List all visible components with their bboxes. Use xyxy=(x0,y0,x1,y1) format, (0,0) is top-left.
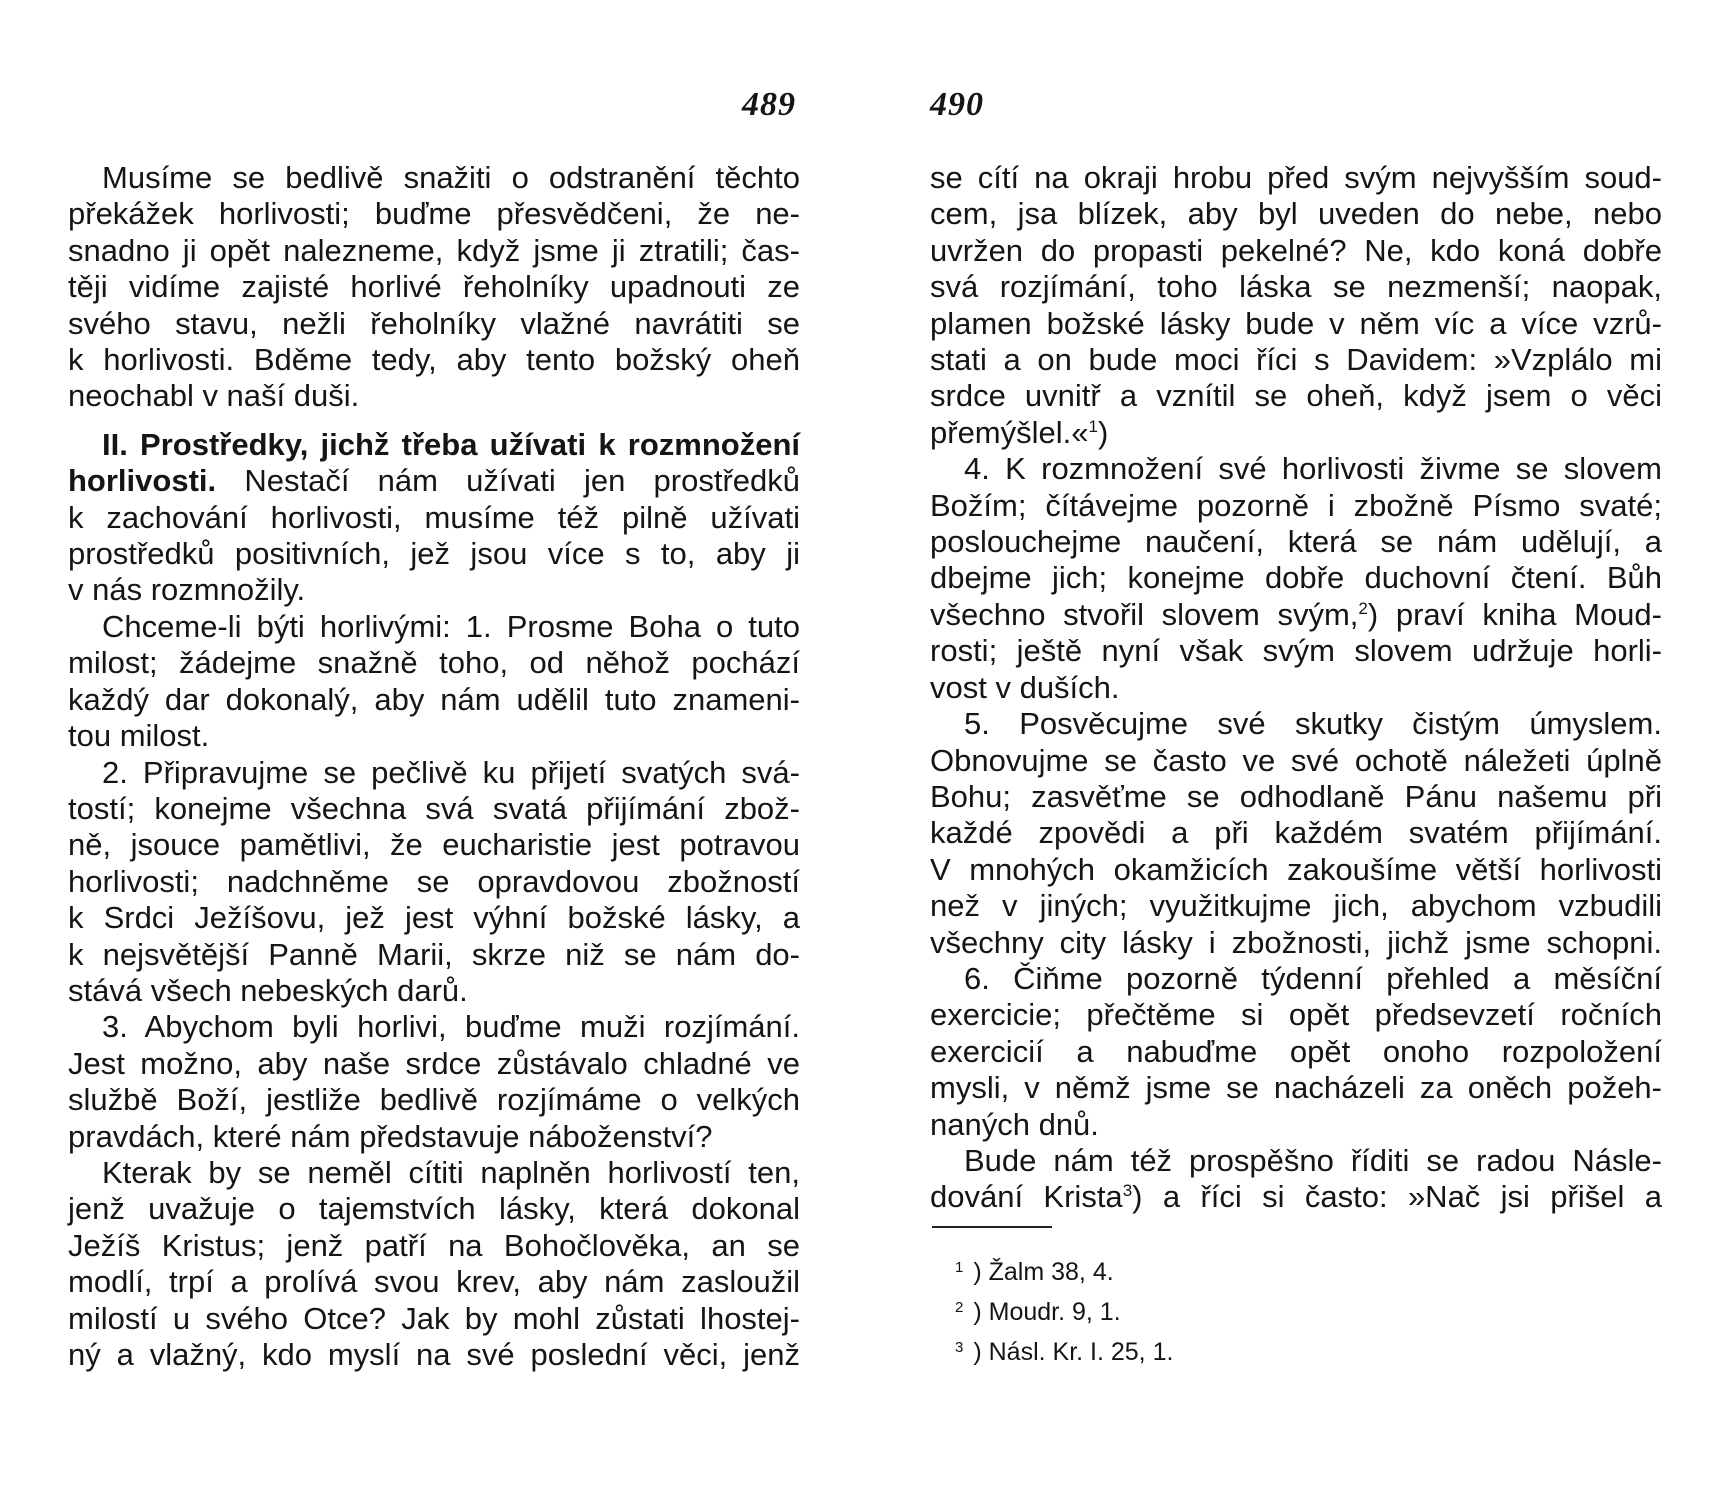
text-line: se cítí na okraji hrobu před svým nejvyšším soud- xyxy=(930,160,1662,195)
text-line: 2. Připravujme se pečlivě ku přijetí svatých svá- xyxy=(102,754,800,790)
text-line: srdce uvnitř a vznítil se oheň, když jsem o věci xyxy=(930,378,1662,414)
footnote-mark: 3 xyxy=(955,1339,964,1356)
paragraph xyxy=(930,451,1662,706)
text-line: k nejsvětější Panně Marii, skrze niž se nám do- xyxy=(68,936,800,972)
text-line: Kterak by se neměl cítiti naplněn horlivostí ten, xyxy=(102,1154,800,1190)
text-line: v nás rozmnožily. xyxy=(68,572,306,608)
text-line: Chceme-li býti horlivými: 1. Prosme Boha o tuto xyxy=(102,608,800,644)
text-line: těji vidíme zajisté horlivé řeholníky upadnouti ze xyxy=(68,269,800,305)
footnote-text: ) Moudr. 9, 1. xyxy=(973,1298,1121,1326)
text-line: tou milost. xyxy=(68,718,210,754)
text-line: Božím; čítávejme pozorně i zbožně Písmo svaté; xyxy=(930,487,1662,523)
section-heading-end: horlivosti. xyxy=(68,463,217,499)
section-paragraph xyxy=(68,427,800,609)
paragraph xyxy=(930,1143,1662,1216)
text-line: plamen božské lásky bude v něm víc a více vzrů- xyxy=(930,305,1662,341)
footnote-divider xyxy=(932,1226,1052,1228)
text-line: svého stavu, nežli řeholníky vlažné navrátiti se xyxy=(68,305,800,341)
text-run: ) a říci si často: »Nač jsi přišel a xyxy=(1132,1179,1662,1215)
paragraph xyxy=(930,961,1662,1143)
text-line: službě Boží, jestliže bedlivě rozjímáme o velkých xyxy=(68,1082,800,1118)
text-line xyxy=(930,415,1662,451)
paragraph xyxy=(68,1009,800,1155)
text-line: naných dnů. xyxy=(930,1106,1099,1142)
footnote-text: ) Žalm 38, 4. xyxy=(973,1258,1114,1286)
paragraph xyxy=(930,706,1662,961)
paragraph xyxy=(68,160,800,415)
right-page-text xyxy=(930,160,1662,1216)
text-line: 5. Posvěcujme své skutky čistým úmyslem. xyxy=(964,706,1662,742)
footnotes xyxy=(955,1250,1173,1370)
text-line: Ježíš Kristus; jenž patří na Bohočlověka, an se xyxy=(68,1227,800,1263)
paragraph xyxy=(68,755,800,1010)
text-line: Obnovujme se často ve své ochotě náležeti úplně xyxy=(930,742,1662,778)
text-run: dování Krista xyxy=(930,1179,1123,1215)
text-line: rosti; ještě nyní však svým slovem udržuje horli- xyxy=(930,633,1662,669)
text-line: 4. K rozmnožení své horlivosti živme se slovem xyxy=(964,451,1662,487)
page-number-right: 490 xyxy=(930,86,984,123)
text-line: než v jiných; využitkujme jich, abychom vzbudili xyxy=(930,888,1662,924)
text-line: jenž uvažuje o tajemstvích lásky, která dokonal xyxy=(68,1191,800,1227)
text-line: neochabl v naší duši. xyxy=(68,378,360,414)
text-line: Bude nám též prospěšno říditi se radou Násle- xyxy=(964,1142,1662,1178)
text-line: Musíme se bedlivě snažiti o odstranění těchto xyxy=(102,160,800,195)
footnote xyxy=(955,1250,1173,1290)
left-page-text xyxy=(68,160,800,1373)
text-line: poslouchejme naučení, která se nám udělují, a xyxy=(930,524,1662,560)
footnote-text: ) Násl. Kr. I. 25, 1. xyxy=(973,1338,1174,1366)
text-line: 3. Abychom byli horlivi, buďme muži rozjímání. xyxy=(102,1009,800,1045)
text-line: exercicií a nabuďme opět onoho rozpoložení xyxy=(930,1033,1662,1069)
footnote xyxy=(955,1290,1173,1330)
text-line: vost v duších. xyxy=(930,669,1120,705)
text-line xyxy=(930,597,1662,633)
text-line: snadno ji opět nalezneme, když jsme ji ztratili; čas- xyxy=(68,232,800,268)
footnote xyxy=(955,1330,1173,1370)
text-line: prostředků positivních, jež jsou více s to, aby ji xyxy=(68,536,800,572)
text-line: stává všech nebeských darů. xyxy=(68,972,468,1008)
footnote-reference: 2 xyxy=(1358,598,1368,618)
text-line: pravdách, které nám představuje náboženství? xyxy=(68,1118,713,1154)
text-line: exercicie; přečtěme si opět předsevzetí ročních xyxy=(930,997,1662,1033)
footnote-mark: 1 xyxy=(955,1259,964,1276)
text-line: V mnohých okamžicích zakoušíme větší horlivosti xyxy=(930,851,1662,887)
text-run: přemýšlel.« xyxy=(930,414,1089,450)
text-line: milostí u svého Otce? Jak by mohl zůstati lhostej- xyxy=(68,1300,800,1336)
footnote-reference: 3 xyxy=(1122,1181,1133,1201)
text-line: uvržen do propasti pekelné? Ne, kdo koná dobře xyxy=(930,232,1662,268)
text-run: Nestačí nám užívati jen prostředků xyxy=(216,463,800,499)
text-line: svá rozjímání, toho láska se nezmenší; naopak, xyxy=(930,269,1662,305)
text-run: ) xyxy=(1097,414,1109,450)
text-line: každé zpovědi a při každém svatém přijímání. xyxy=(930,815,1662,851)
text-line: dbejme jich; konejme dobře duchovní čtení. Bůh xyxy=(930,560,1662,596)
text-line: horlivosti; nadchněme se opravdovou zbožností xyxy=(68,863,800,899)
text-line: ně, jsouce pamětlivi, že eucharistie jest potravou xyxy=(68,827,800,863)
text-line: stati a on bude moci říci s Davidem: »Vzplálo mi xyxy=(930,342,1662,378)
text-line: každý dar dokonalý, aby nám udělil tuto znameni- xyxy=(68,681,800,717)
text-line: modlí, trpí a prolívá svou krev, aby nám zasloužil xyxy=(68,1264,800,1300)
text-line: tostí; konejme všechna svá svatá přijímání zbož- xyxy=(68,790,800,826)
text-line: cem, jsa blízek, aby byl uveden do nebe, nebo xyxy=(930,196,1662,232)
text-line: 6. Čiňme pozorně týdenní přehled a měsíční xyxy=(964,960,1662,996)
text-line: milost; žádejme snažně toho, od něhož pochází xyxy=(68,645,800,681)
paragraph xyxy=(68,609,800,755)
page-number-left: 489 xyxy=(742,86,796,123)
paragraph xyxy=(930,160,1662,451)
text-line: mysli, v němž jsme se nacházeli za oněch požeh- xyxy=(930,1070,1662,1106)
footnote-mark: 2 xyxy=(955,1299,964,1316)
text-line: ný a vlažný, kdo myslí na své poslední věci, jenž xyxy=(68,1337,800,1372)
text-line: k Srdci Ježíšovu, jež jest výhní božské lásky, a xyxy=(68,900,800,936)
text-run: ) praví kniha Moud- xyxy=(1367,596,1662,632)
text-run: všechno stvořil slovem svým, xyxy=(930,596,1359,632)
section-heading: II. Prostředky, jichž třeba užívati k rozmnožení xyxy=(102,426,800,462)
text-line: překážek horlivosti; buďme přesvědčeni, že ne- xyxy=(68,196,800,232)
text-line: všechny city lásky i zbožnosti, jichž jsme schopni. xyxy=(930,924,1662,960)
text-line: k horlivosti. Bděme tedy, aby tento božský oheň xyxy=(68,342,800,378)
text-line: k zachování horlivosti, musíme též pilně užívati xyxy=(68,499,800,535)
paragraph xyxy=(68,1155,800,1373)
text-line: Jest možno, aby naše srdce zůstávalo chladné ve xyxy=(68,1045,800,1081)
footnote-reference: 1 xyxy=(1088,416,1098,436)
text-line xyxy=(68,463,800,499)
text-line: Bohu; zasvěťme se odhodlaně Pánu našemu při xyxy=(930,778,1662,814)
text-line xyxy=(930,1179,1662,1215)
